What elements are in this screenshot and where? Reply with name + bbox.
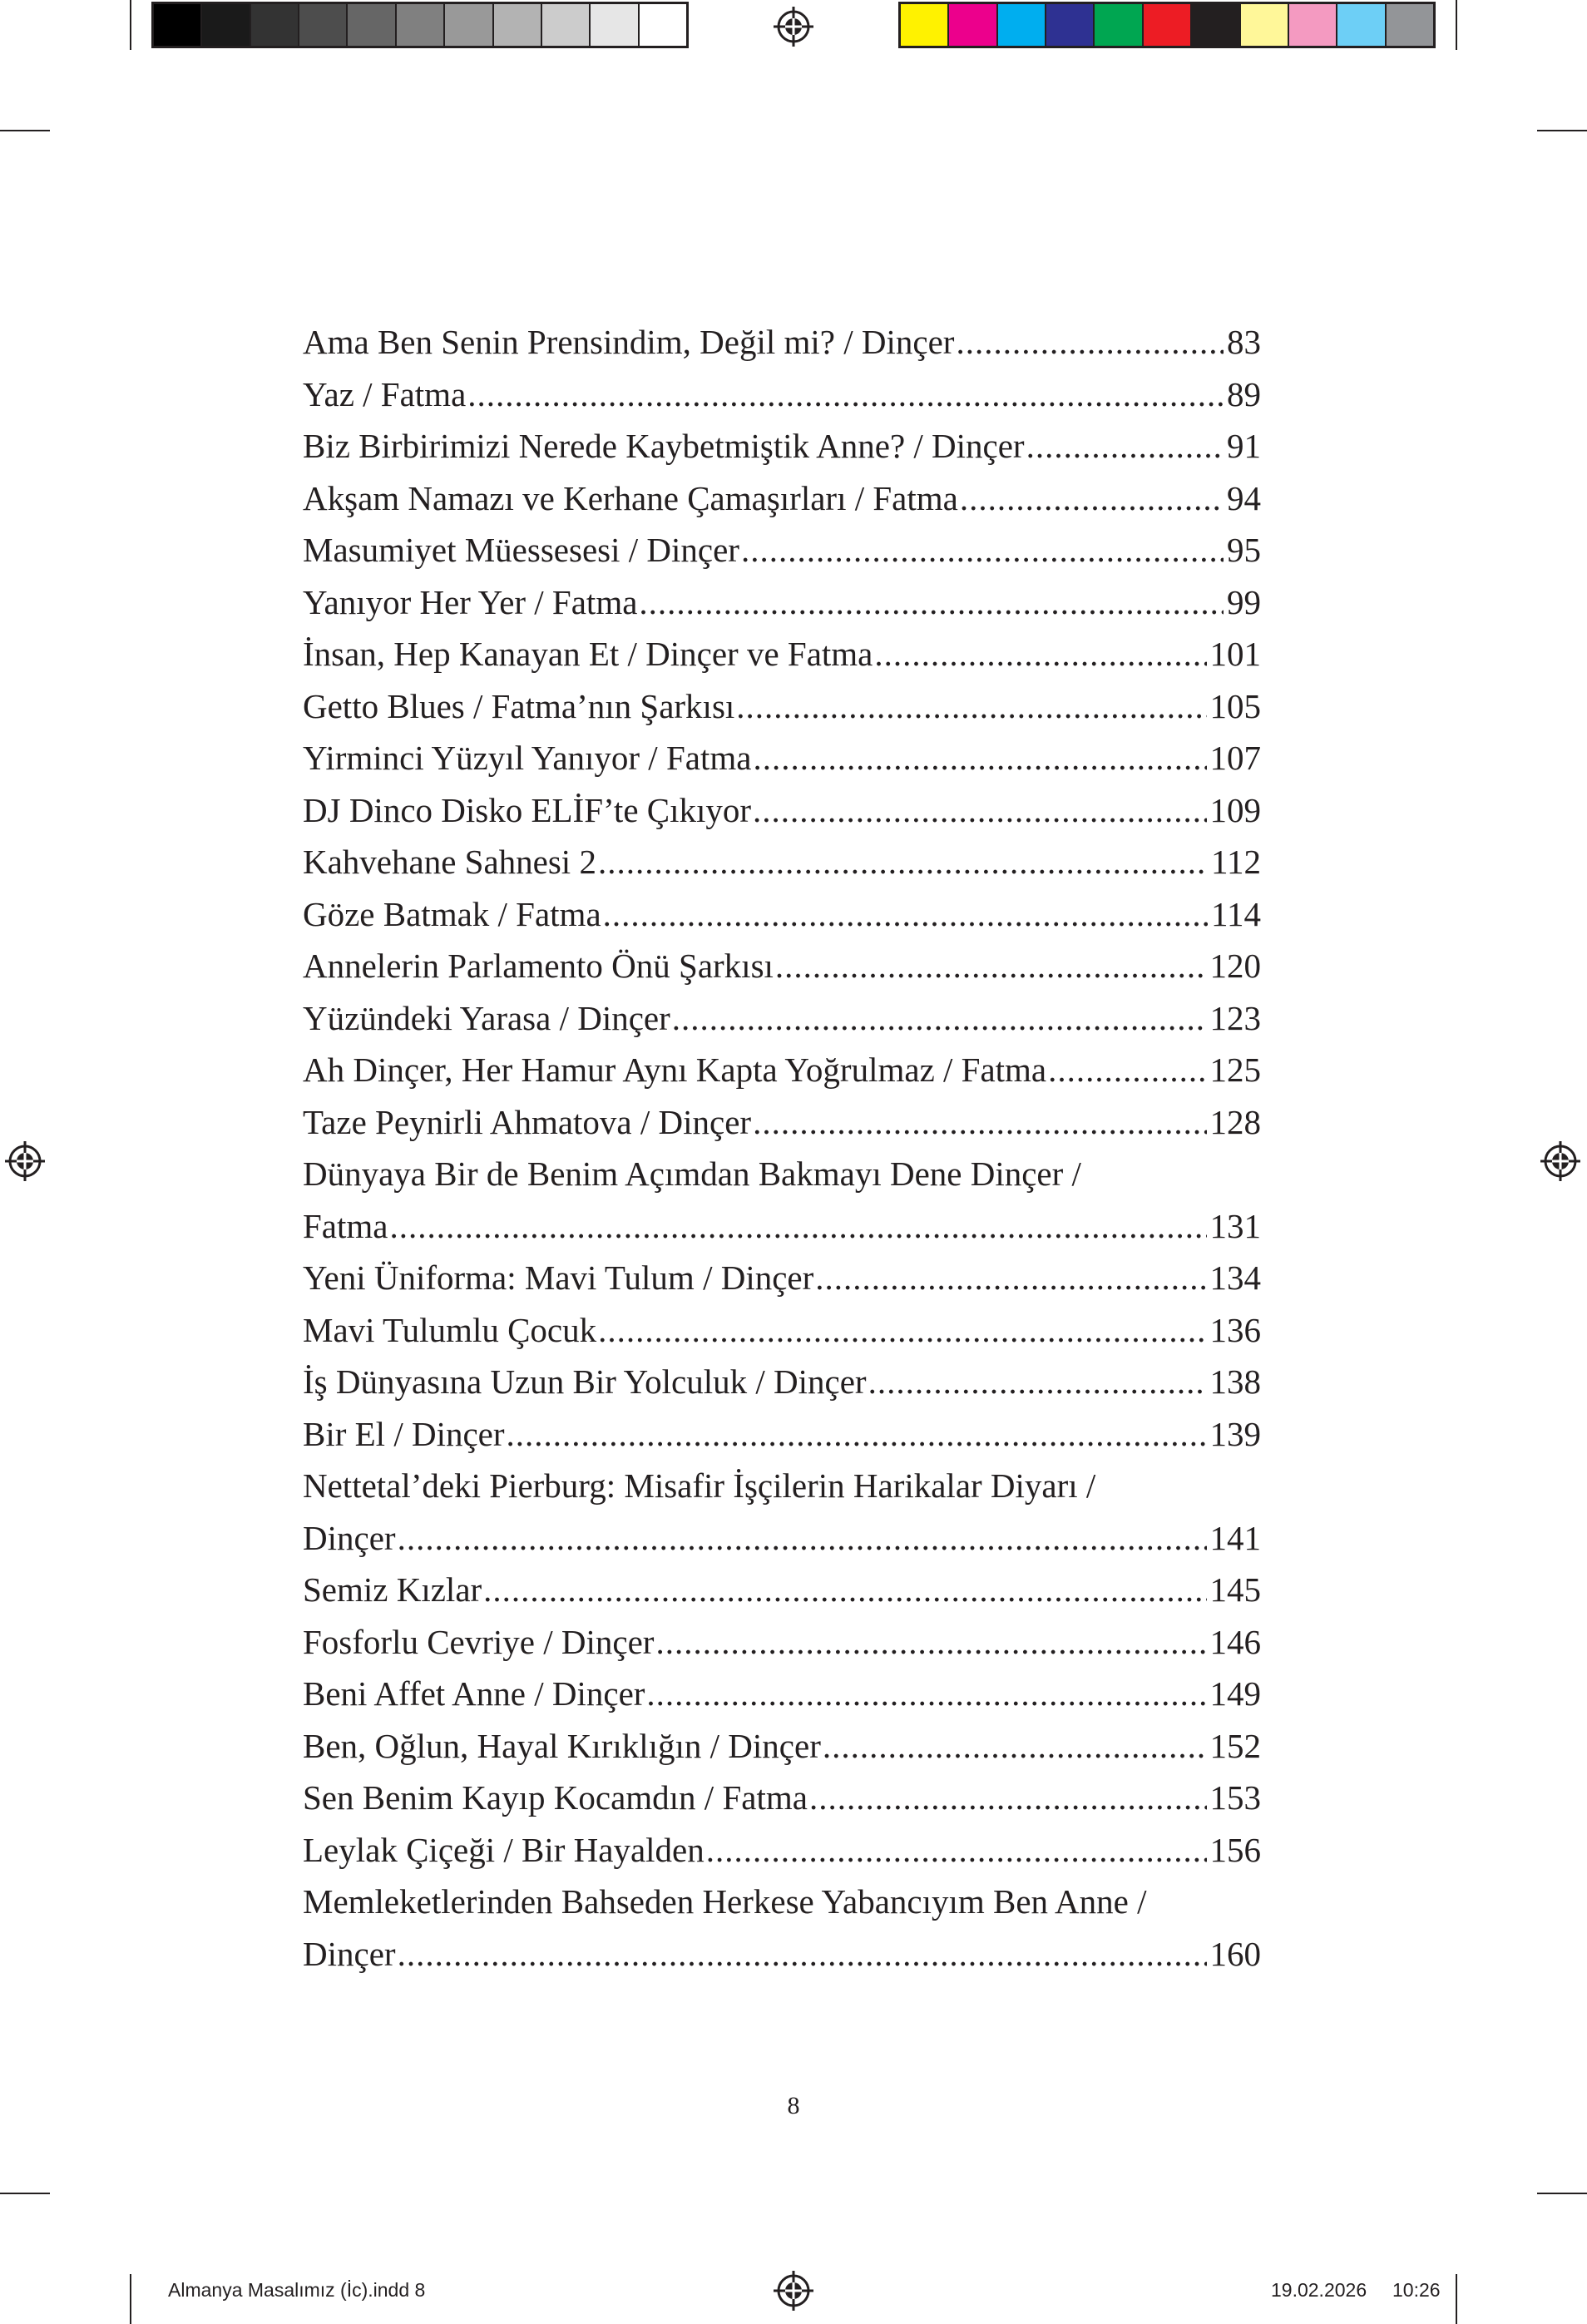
crop-mark (1456, 0, 1457, 50)
toc-leader-dots (1048, 1044, 1206, 1096)
color-swatch (445, 4, 493, 46)
toc-entry-page: 141 (1209, 1518, 1261, 1557)
toc-entry (303, 940, 1261, 992)
toc-entry-page: 146 (1209, 1622, 1261, 1661)
toc-entry-page: 114 (1211, 894, 1261, 933)
toc-entry (303, 1824, 1261, 1877)
toc-entry-title: Yanıyor Her Yer / Fatma (303, 582, 638, 621)
crop-mark (0, 130, 50, 131)
toc-entry (303, 524, 1261, 576)
toc-leader-dots (655, 1616, 1206, 1669)
color-swatch (154, 4, 202, 46)
toc-leader-dots (598, 836, 1208, 888)
toc-leader-dots (603, 888, 1208, 941)
toc-leader-dots (775, 940, 1207, 992)
slug-time: 10:26 (1392, 2279, 1441, 2301)
toc-entry-page: 128 (1209, 1102, 1261, 1141)
crop-mark (1456, 2274, 1457, 2324)
toc-entry (303, 1616, 1261, 1669)
toc-entry-title: Sen Benim Kayıp Kocamdın / Fatma (303, 1778, 808, 1817)
toc-entry-title: Beni Affet Anne / Dinçer (303, 1674, 645, 1713)
crop-mark (130, 0, 131, 50)
toc-entry-page: 94 (1227, 478, 1261, 517)
toc-leader-dots (1026, 420, 1224, 472)
toc-entry-page: 131 (1209, 1206, 1261, 1245)
color-swatch (998, 4, 1046, 46)
toc-entry (303, 1408, 1261, 1461)
toc-entry (303, 1096, 1261, 1149)
slug-date: 19.02.2026 (1271, 2279, 1367, 2301)
toc-entry-title: Bir El / Dinçer (303, 1414, 505, 1453)
toc-leader-dots (646, 1668, 1206, 1720)
toc-leader-dots (753, 732, 1206, 784)
toc-entry (303, 680, 1261, 733)
toc-leader-dots (815, 1252, 1206, 1304)
toc-entry-page: 101 (1209, 635, 1261, 673)
toc-entry (303, 1304, 1261, 1357)
toc-entry-page: 95 (1227, 531, 1261, 569)
toc-entry-title: Ama Ben Senin Prensindim, Değil mi? / Dinçer (303, 323, 955, 361)
toc-entry-title: Ben, Oğlun, Hayal Kırıklığın / Dinçer (303, 1726, 821, 1765)
page-number: 8 (787, 2092, 800, 2119)
color-swatch (1289, 4, 1337, 46)
color-swatch (1387, 4, 1433, 46)
toc-entry (303, 836, 1261, 888)
toc-entry-title: Ah Dinçer, Her Hamur Aynı Kapta Yoğrulmaz / Fatma (303, 1051, 1047, 1089)
toc-entry-title: Masumiyet Müessesesi / Dinçer (303, 531, 739, 569)
toc-entry-page: 125 (1209, 1051, 1261, 1089)
toc-leader-dots (868, 1356, 1207, 1408)
color-swatch (251, 4, 299, 46)
crop-mark (1537, 2193, 1587, 2194)
registration-mark-icon (774, 2271, 813, 2311)
toc-entry-title: Dinçer (303, 1518, 396, 1557)
toc-entry-page: 89 (1227, 374, 1261, 413)
toc-entry (303, 1044, 1261, 1096)
color-swatch (397, 4, 445, 46)
toc-entry-title: Akşam Namazı ve Kerhane Çamaşırları / Fatma (303, 478, 958, 517)
toc-entry-title: Mavi Tulumlu Çocuk (303, 1310, 597, 1349)
toc-entry-page: 105 (1209, 686, 1261, 725)
toc-entry (303, 472, 1261, 525)
toc-entry (303, 316, 1261, 368)
toc-leader-dots (398, 1512, 1207, 1565)
color-swatch (1241, 4, 1289, 46)
toc-entry-page: 99 (1227, 582, 1261, 621)
toc-leader-dots (823, 1720, 1207, 1773)
toc-entry-title: Getto Blues / Fatma’nın Şarkısı (303, 686, 735, 725)
color-swatch (1095, 4, 1143, 46)
slug-filename: Almanya Masalımız (İc).indd 8 (168, 2279, 426, 2301)
toc-entry-title: DJ Dinco Disko ELİF’te Çıkıyor (303, 790, 752, 829)
toc-entry-title: Yirminci Yüzyıl Yanıyor / Fatma (303, 739, 752, 777)
toc-leader-dots (467, 368, 1224, 421)
color-swatch (901, 4, 949, 46)
toc-leader-dots (741, 524, 1224, 576)
toc-entry (303, 732, 1261, 784)
color-swatch (542, 4, 591, 46)
toc-entry-title: Göze Batmak / Fatma (303, 894, 601, 933)
toc-entry-page: 123 (1209, 998, 1261, 1037)
toc-entry (303, 420, 1261, 472)
toc-entry-title: Kahvehane Sahnesi 2 (303, 843, 596, 881)
toc-entry (303, 1564, 1261, 1616)
grayscale-color-bar (151, 2, 689, 48)
toc-entry-title-line: Memleketlerinden Bahseden Herkese Yabancıyım Ben Anne / (303, 1882, 1147, 1921)
toc-entry-title: Fosforlu Cevriye / Dinçer (303, 1622, 655, 1661)
toc-entry-title: Fatma (303, 1206, 388, 1245)
toc-leader-dots (956, 316, 1224, 368)
toc-entry (303, 1772, 1261, 1824)
process-color-bar (898, 2, 1436, 48)
toc-entry (303, 1252, 1261, 1304)
toc-entry-page: 160 (1209, 1934, 1261, 1973)
toc-entry-page: 120 (1209, 947, 1261, 985)
crop-mark (130, 2274, 131, 2324)
toc-entry (303, 1668, 1261, 1720)
color-swatch (1046, 4, 1095, 46)
crop-mark (0, 2193, 50, 2194)
toc-entry (303, 1512, 1261, 1565)
toc-entry-title: Dinçer (303, 1934, 396, 1973)
toc-entry (303, 368, 1261, 421)
toc-entry-page: 109 (1209, 790, 1261, 829)
toc-entry (303, 888, 1261, 941)
toc-entry-title: Yeni Üniforma: Mavi Tulum / Dinçer (303, 1258, 814, 1297)
toc-entry (303, 1356, 1261, 1408)
toc-entry-title: Annelerin Parlamento Önü Şarkısı (303, 947, 774, 985)
toc-leader-dots (736, 680, 1206, 733)
crop-mark (1537, 130, 1587, 131)
toc-entry-title-line: Nettetal’deki Pierburg: Misafir İşçilerin Harikalar Diyarı / (303, 1466, 1096, 1505)
color-swatch (348, 4, 396, 46)
registration-mark-icon (5, 1141, 45, 1181)
toc-entry-page: 83 (1227, 323, 1261, 361)
toc-entry-title: Taze Peynirli Ahmatova / Dinçer (303, 1102, 752, 1141)
toc-entry (303, 784, 1261, 837)
toc-entry (303, 992, 1261, 1045)
toc-entry-title: Leylak Çiçeği / Bir Hayalden (303, 1830, 705, 1869)
toc-leader-dots (507, 1408, 1207, 1461)
toc-leader-dots (706, 1824, 1207, 1877)
toc-entry (303, 1720, 1261, 1773)
toc-entry (303, 1928, 1261, 1980)
color-swatch (202, 4, 250, 46)
toc-entry-title-line: Dünyaya Bir de Benim Açımdan Bakmayı Dene Dinçer / (303, 1155, 1081, 1193)
toc-leader-dots (389, 1200, 1206, 1253)
toc-entry-page: 139 (1209, 1414, 1261, 1453)
toc-entry-page: 149 (1209, 1674, 1261, 1713)
registration-mark-icon (774, 7, 813, 47)
toc-leader-dots (809, 1772, 1207, 1824)
toc-entry-page: 136 (1209, 1310, 1261, 1349)
toc-entry-page: 152 (1209, 1726, 1261, 1765)
color-swatch (1144, 4, 1192, 46)
toc-entry (303, 1200, 1261, 1253)
toc-entry-title: İş Dünyasına Uzun Bir Yolculuk / Dinçer (303, 1362, 867, 1401)
toc-entry-page: 91 (1227, 427, 1261, 465)
toc-entry-title: Biz Birbirimizi Nerede Kaybetmiştik Anne? / Dinçer (303, 427, 1025, 465)
toc-leader-dots (874, 628, 1206, 680)
toc-leader-dots (639, 576, 1224, 629)
toc-entry-page: 107 (1209, 739, 1261, 777)
toc-entry-page: 156 (1209, 1830, 1261, 1869)
toc-leader-dots (960, 472, 1224, 525)
toc-entry-page: 138 (1209, 1362, 1261, 1401)
color-swatch (591, 4, 639, 46)
registration-mark-icon (1540, 1141, 1580, 1181)
toc-entry-page: 112 (1211, 843, 1261, 881)
table-of-contents (303, 316, 1261, 1980)
toc-entry-title: Semiz Kızlar (303, 1570, 482, 1609)
color-swatch (1337, 4, 1386, 46)
color-swatch (1192, 4, 1240, 46)
toc-leader-dots (483, 1564, 1206, 1616)
toc-entry (303, 628, 1261, 680)
toc-leader-dots (598, 1304, 1206, 1357)
toc-entry-title: Yaz / Fatma (303, 374, 467, 413)
toc-entry (303, 576, 1261, 629)
color-swatch (299, 4, 348, 46)
toc-entry-page: 145 (1209, 1570, 1261, 1609)
toc-entry-title: İnsan, Hep Kanayan Et / Dinçer ve Fatma (303, 635, 873, 673)
toc-leader-dots (672, 992, 1207, 1045)
toc-entry-title: Yüzündeki Yarasa / Dinçer (303, 998, 670, 1037)
toc-leader-dots (753, 1096, 1206, 1149)
color-swatch (494, 4, 542, 46)
color-swatch (949, 4, 997, 46)
toc-entry-page: 134 (1209, 1258, 1261, 1297)
color-swatch (640, 4, 686, 46)
toc-entry-page: 153 (1209, 1778, 1261, 1817)
toc-leader-dots (398, 1928, 1207, 1980)
toc-leader-dots (753, 784, 1206, 837)
